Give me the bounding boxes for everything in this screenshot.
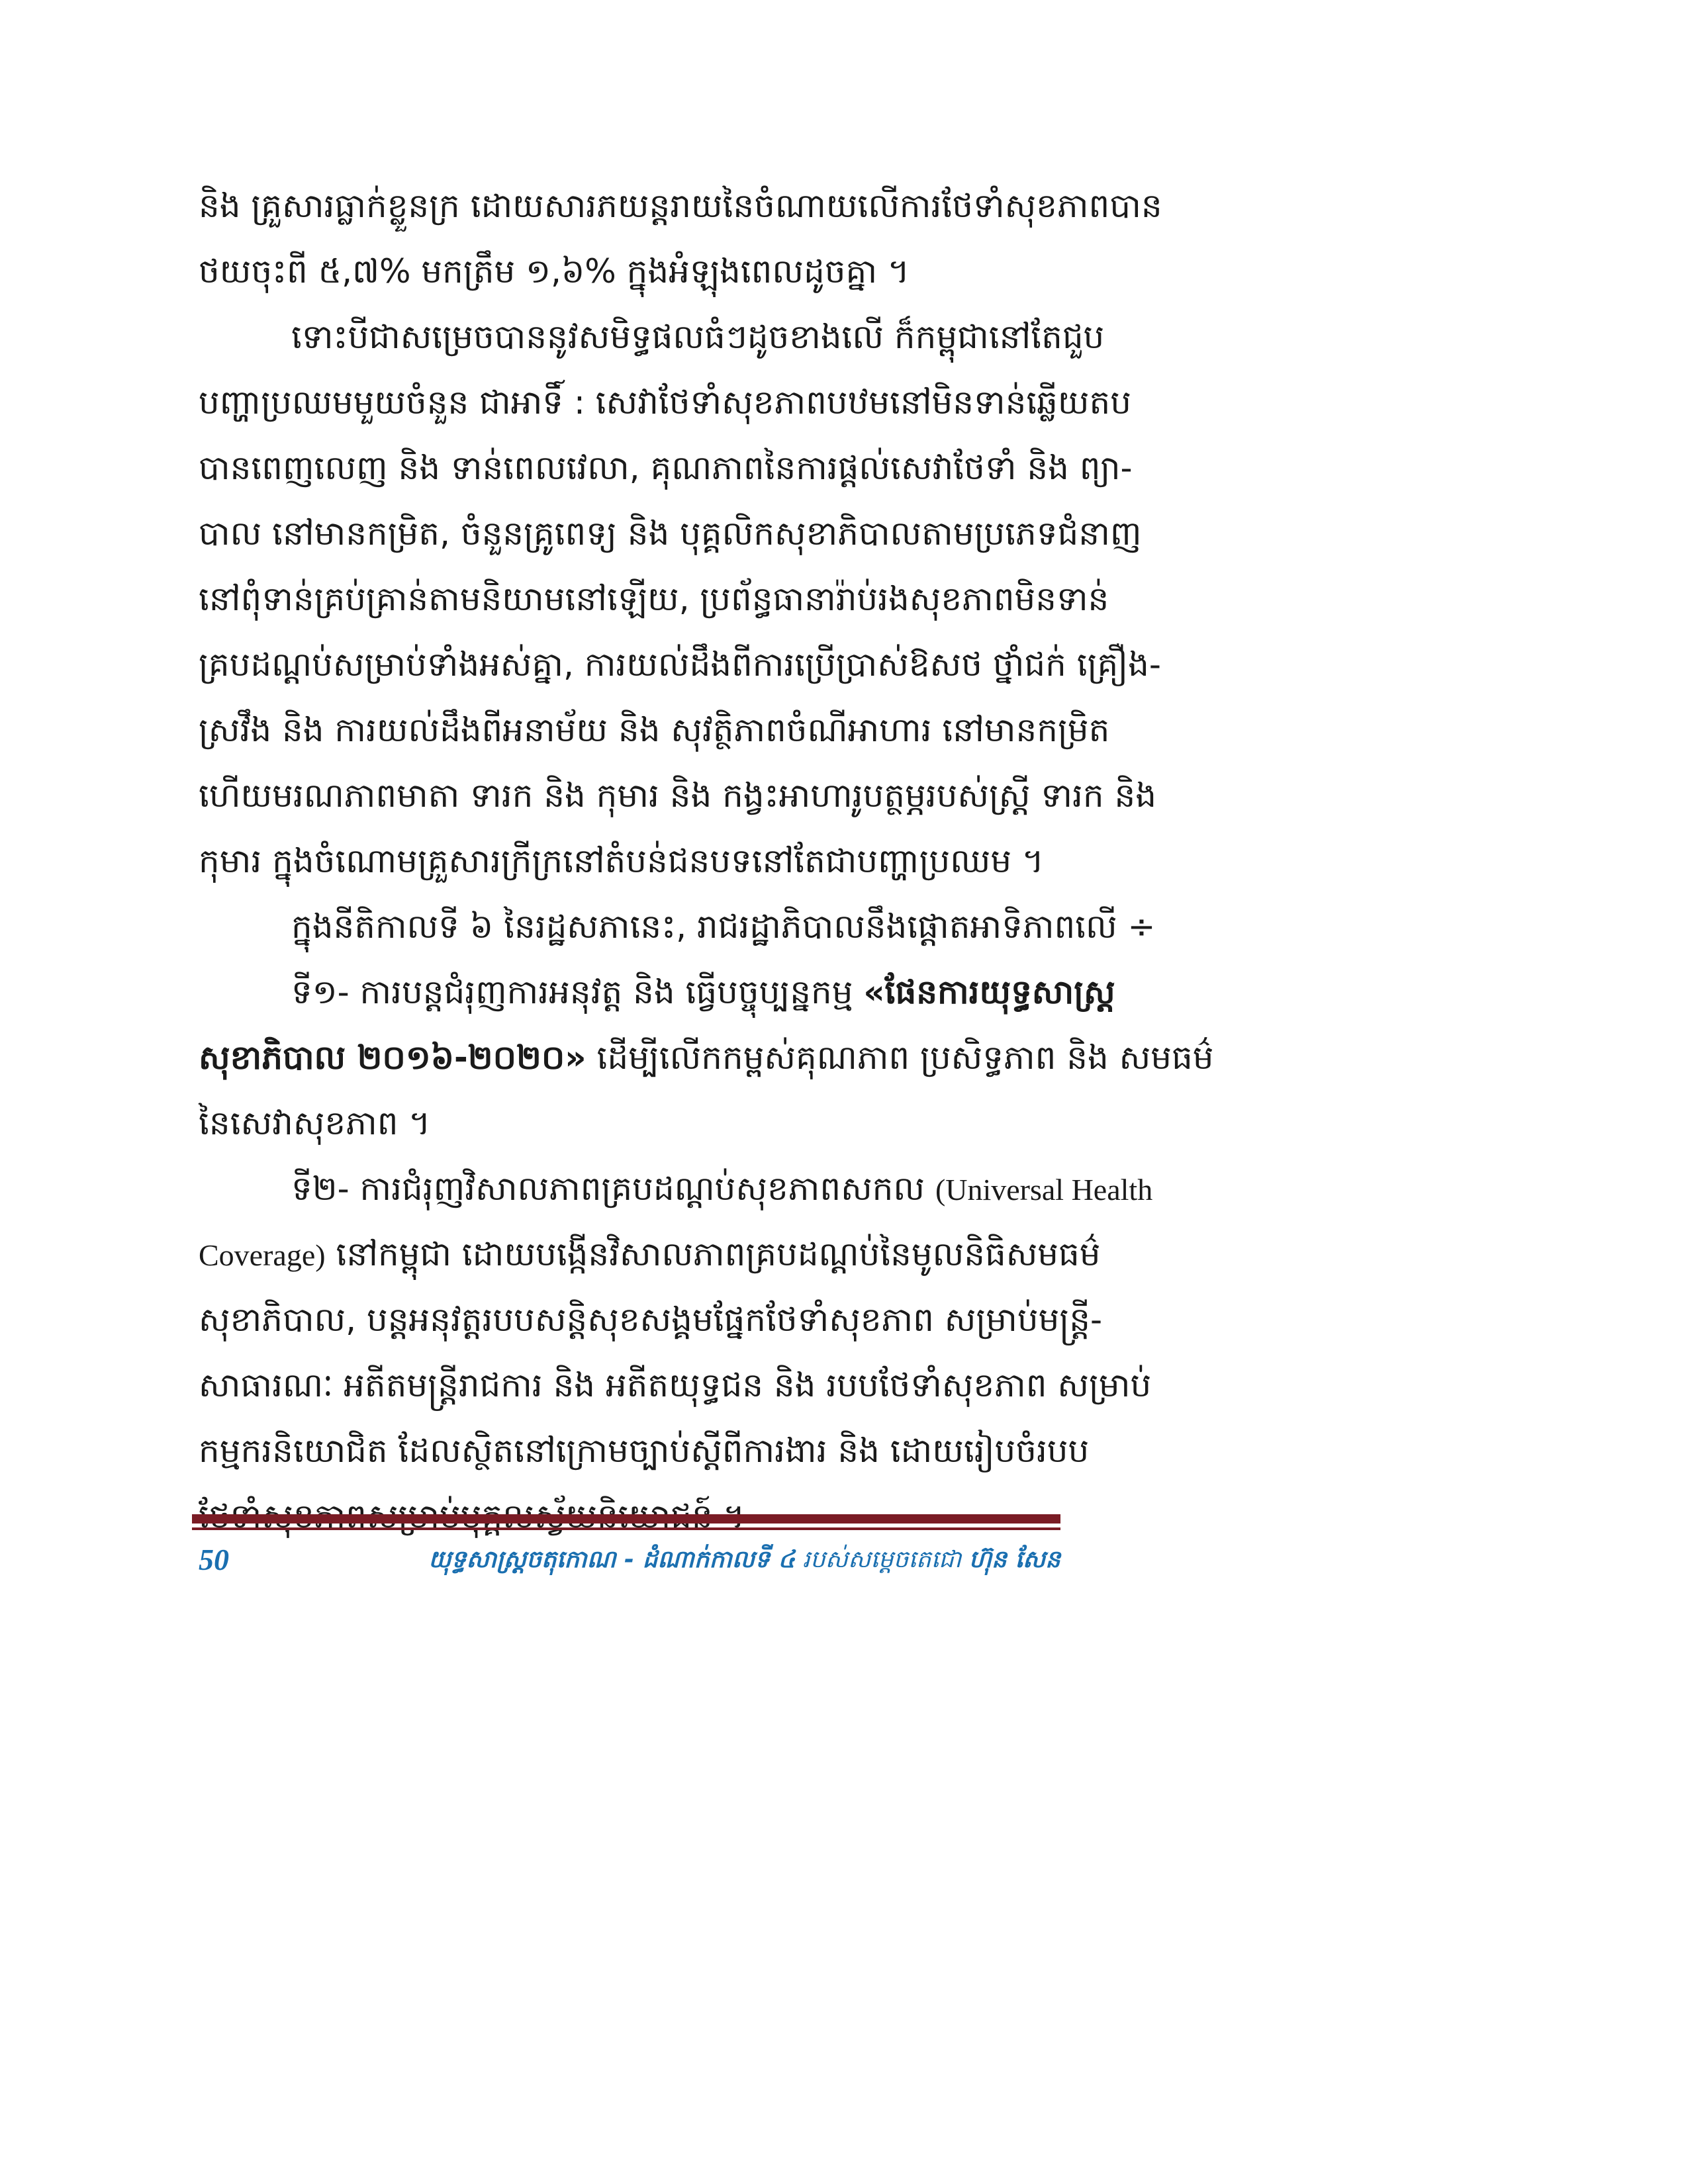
paragraph-line: កុមារ ក្នុងចំណោមគ្រួសារក្រីក្រនៅតំបន់ជនបទនៅតែជាបញ្ហាប្រឈម ។ [199,842,1044,880]
item1-title-part1: «ផែនការយុទ្ធសាស្ត្រ [863,973,1115,1011]
paragraph-line: ក្នុងនីតិកាលទី ៦ នៃរដ្ឋសភានេះ, រាជរដ្ឋាភិបាលនឹងផ្តោតអាទិភាពលើ ÷ [291,907,1156,946]
page-number: 50 [199,1543,229,1576]
item2-lead: ទី២- ការជំរុញវិសាលភាពគ្របដណ្តប់សុខភាពសកល [291,1169,935,1208]
item1-title-part2: សុខាភិបាល ២០១៦-២០២០» [199,1038,586,1077]
running-title [428,1537,1060,1583]
item2-line: កម្មករនិយោជិត ដែលស្ថិតនៅក្រោមច្បាប់ស្តីពីការងារ និង ដោយរៀបចំរបប [199,1432,1090,1470]
running-title-bold: យុទ្ធសាស្ត្រចតុកោណ - ដំណាក់កាលទី ៤ [428,1546,795,1573]
page-footer [199,1537,1060,1583]
paragraph-line: ស្រវឹង និង ការយល់ដឹងពីអនាម័យ និង សុវត្ថិភាពចំណីអាហារ នៅមានកម្រិត [199,711,1110,749]
body-text [199,173,1214,1549]
item2-line [199,1222,1101,1287]
item1-rest: ដើម្បីលើកកម្ពស់គុណភាព ប្រសិទ្ធភាព និង សមធម៌ [586,1038,1214,1077]
paragraph-line: ថយចុះពី ៥,៧% មកត្រឹម ១,៦% ក្នុងអំឡុងពេលដូចគ្នា ។ [199,252,910,291]
item1-lead: ទី១- ការបន្តជំរុញការអនុវត្ត និង ធ្វើបច្ចុប្បន្នកម្ម [291,973,864,1011]
item2-latin2: Coverage) [199,1238,326,1272]
item1-line [199,1025,1214,1091]
paragraph-line: បាល នៅមានកម្រិត, ចំនួនគ្រូពេទ្យ និង បុគ្គលិកសុខាភិបាលតាមប្រភេទជំនាញ [199,514,1142,553]
item1-line [199,960,1115,1025]
item2-line [199,1156,1153,1222]
footer-rule-thick [192,1514,1060,1524]
paragraph-line: បានពេញលេញ និង ទាន់ពេលវេលា, គុណភាពនៃការផ្តល់សេវាថែទាំ និង ព្យា- [199,449,1133,487]
paragraph-line: នៅពុំទាន់គ្រប់គ្រាន់តាមនិយាមនៅឡើយ, ប្រព័ន្ធធានារ៉ាប់រងសុខភាពមិនទាន់ [199,580,1109,618]
item2-line: សុខាភិបាល, បន្តអនុវត្តរបបសន្តិសុខសង្គមផ្នែកថែទាំសុខភាព សម្រាប់មន្ត្រី- [199,1300,1103,1339]
item1-end: នៃសេវាសុខភាព ។ [199,1104,431,1142]
paragraph-line: បញ្ហាប្រឈមមួយចំនួន ជាអាទិ៍ : សេវាថែទាំសុខភាពបឋមនៅមិនទាន់ឆ្លើយតប [199,383,1132,422]
running-title-regular: របស់សម្តេចតេជោ [794,1546,969,1573]
paragraph-line: គ្របដណ្តប់សម្រាប់ទាំងអស់គ្នា, ការយល់ដឹងពីការប្រើប្រាស់ឱសថ ថ្នាំជក់ គ្រឿង- [199,645,1161,684]
item2-line: សាធារណៈ អតីតមន្ត្រីរាជការ និង អតីតយុទ្ធជន និង របបថែទាំសុខភាព សម្រាប់ [199,1366,1152,1404]
paragraph-line: ទោះបីជាសម្រេចបាននូវសមិទ្ធផលធំៗដូចខាងលើ ក៏កម្ពុជានៅតែជួប [291,318,1105,356]
item2-latin1: (Universal Health [935,1173,1153,1206]
item2-rest2: នៅកម្ពុជា ដោយបង្កើនវិសាលភាពគ្របដណ្តប់នៃមូលនិធិសមធម៌ [325,1235,1101,1273]
footer-rule-thin [192,1527,1060,1530]
paragraph-line: និង គ្រួសារធ្លាក់ខ្លួនក្រ ដោយសារភយន្តរាយនៃចំណាយលើការថែទាំសុខភាពបាន [199,187,1162,225]
paragraph-line: ហើយមរណភាពមាតា ទារក និង កុមារ និង កង្វះអាហារូបត្ថម្ភរបស់ស្ត្រី ទារក និង [199,776,1156,815]
running-title-name: ហ៊ុន សែន [968,1546,1060,1573]
